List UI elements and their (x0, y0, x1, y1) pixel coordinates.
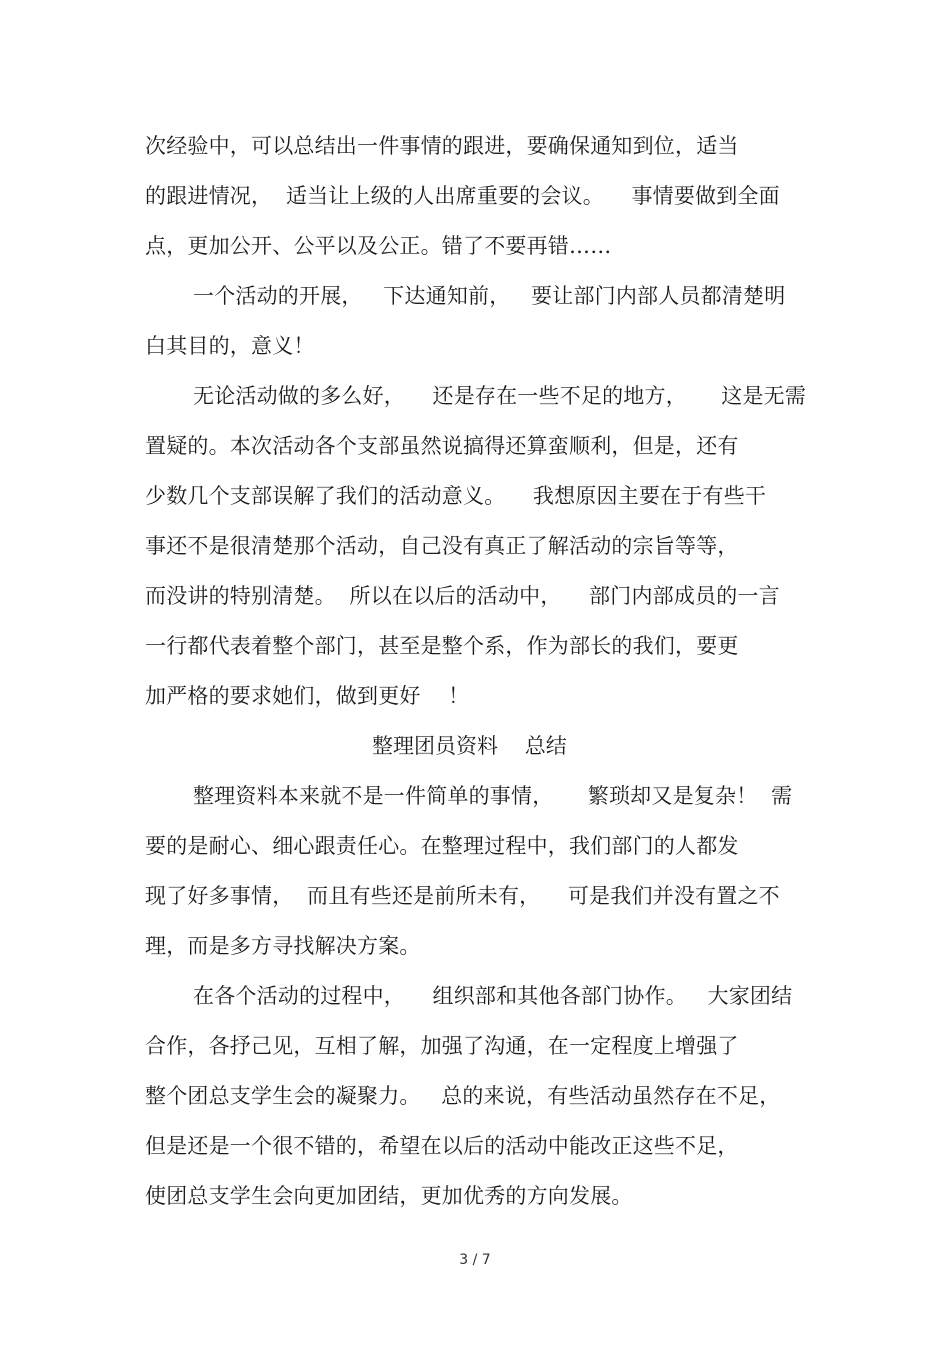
paragraph-first-line: 整理资料本来就不是一件简单的事情， 繁琐却又是复杂！ 需 (193, 784, 793, 808)
text-line: 一行都代表着整个部门，甚至是整个系，作为部长的我们，要更 (145, 634, 739, 658)
text-line: 但是还是一个很不错的，希望在以后的活动中能改正这些不足， (145, 1134, 739, 1158)
text-line: 而没讲的特别清楚。 所以在以后的活动中， 部门内部成员的一言 (145, 584, 780, 608)
text-line: 整个团总支学生会的凝聚力。 总的来说，有些活动虽然存在不足， (145, 1084, 781, 1108)
text-line: 现了好多事情， 而且有些还是前所未有， 可是我们并没有置之不 (145, 884, 780, 908)
text-line: 次经验中，可以总结出一件事情的跟进，要确保通知到位，适当 (145, 134, 739, 158)
section-heading: 整理团员资料 总结 (372, 734, 567, 758)
text-line: 使团总支学生会向更加团结，更加优秀的方向发展。 (145, 1184, 633, 1208)
paragraph-first-line: 在各个活动的过程中， 组织部和其他各部门协作。 大家团结 (193, 984, 793, 1008)
text-line: 点，更加公开、公平以及公正。错了不要再错…… (145, 234, 612, 258)
text-line: 的跟进情况， 适当让上级的人出席重要的会议。 事情要做到全面 (145, 184, 780, 208)
text-line: 加严格的要求她们，做到更好 ！ (145, 684, 470, 708)
text-line: 合作，各抒己见，互相了解，加强了沟通，在一定程度上增强了 (145, 1034, 739, 1058)
text-line: 理，而是多方寻找解决方案。 (145, 934, 421, 958)
text-line: 置疑的。本次活动各个支部虽然说搞得还算蛮顺利，但是，还有 (145, 434, 739, 458)
paragraph-first-line: 无论活动做的多么好， 还是存在一些不足的地方， 这是无需 (193, 384, 807, 408)
text-line: 少数几个支部误解了我们的活动意义。 我想原因主要在于有些干 (145, 484, 767, 508)
text-line: 要的是耐心、细心跟责任心。在整理过程中，我们部门的人都发 (145, 834, 739, 858)
page-number: 3 / 7 (459, 1252, 491, 1268)
text-line: 事还不是很清楚那个活动，自己没有真正了解活动的宗旨等等， (145, 534, 739, 558)
text-line: 白其目的，意义！ (145, 334, 315, 358)
paragraph-first-line: 一个活动的开展， 下达通知前， 要让部门内部人员都清楚明 (193, 284, 786, 308)
